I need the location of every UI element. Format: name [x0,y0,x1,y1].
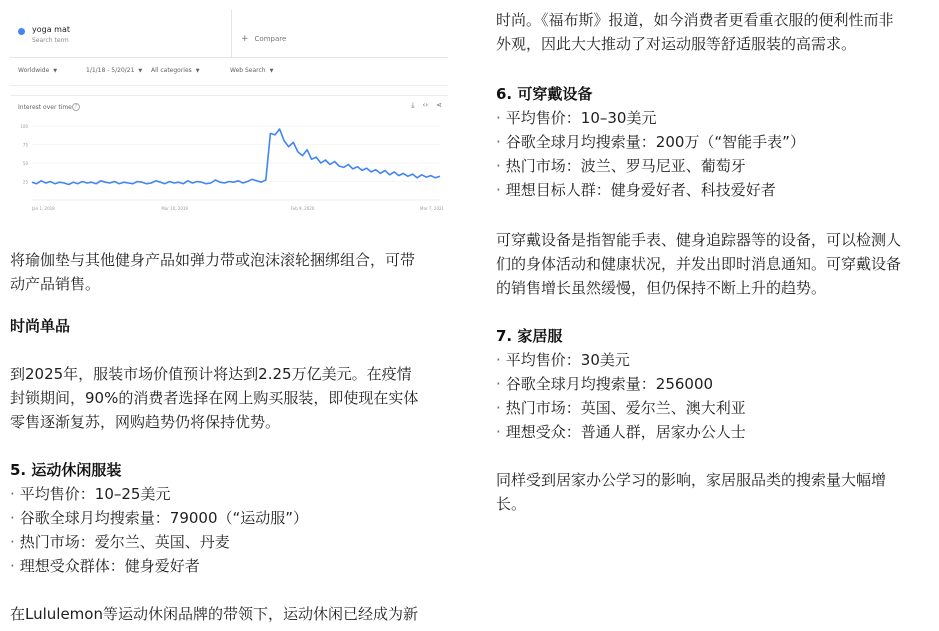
list-item-text: 热门市场：波兰、罗马尼亚、葡萄牙 [505,157,746,175]
caret-down-icon: ▼ [269,68,274,74]
bullet-icon: · [496,133,501,151]
list-item-text: 谷歌全球月均搜索量：200万（“智能手表”） [505,133,805,151]
search-term-type: Search term [32,37,69,44]
list-item-text: 理想目标人群：健身爱好者、科技爱好者 [505,181,776,199]
list-item [496,348,630,372]
list-item-text: 理想受众：普通人群，居家办公人士 [505,423,746,441]
caret-down-icon: ▼ [138,68,143,74]
series-color-dot-icon [18,28,25,35]
filter-region[interactable] [18,67,57,74]
paragraph-apparel-market [10,362,462,434]
text-line: 可穿戴设备是指智能手表、健身追踪器等的设备，可以检测人 [496,231,902,249]
list-item-text: 热门市场：英国、爱尔兰、澳大利亚 [505,399,746,417]
paragraph-athleisure: 在Lululemon等运动休闲品牌的带领下，运动休闲已经成为新 [10,605,418,623]
y-tick-label: 50 [22,161,28,166]
list-item [10,530,230,554]
caret-down-icon: ▼ [195,68,200,74]
bullet-icon: · [496,423,501,441]
search-term-name: yoga mat [32,25,70,34]
bullet-icon: · [496,181,501,199]
filter-date-range[interactable] [86,67,142,74]
help-icon[interactable]: ? [72,103,80,111]
list-item-text: 平均售价：10–30美元 [505,109,657,127]
list-item [496,130,805,154]
filter-category-label: All categories [151,67,192,74]
list-item-text: 热门市场：爱尔兰、英国、丹麦 [19,533,230,551]
bullet-icon: · [10,485,15,503]
list-item-text: 平均售价：30美元 [505,351,630,369]
text-line: 动产品销售。 [10,275,101,293]
paragraph-loungewear [496,468,939,516]
share-icon[interactable]: ⋖ [436,101,442,109]
filter-category[interactable] [151,67,200,74]
text-line: 封锁期间，90%的消费者选择在网上购买服装，即使现在实体 [10,389,419,407]
caret-down-icon: ▼ [53,68,58,74]
paragraph-athleisure-cont [496,8,939,56]
filter-date-label: 1/1/18 - 5/20/21 [86,67,135,74]
list-item [10,482,170,506]
text-line: 零售逐渐复苏，网购趋势仍将保持优势。 [10,413,281,431]
plus-icon: + [241,34,249,44]
heading-fashion: 时尚单品 [10,317,71,335]
y-tick-label: 75 [22,142,28,148]
list-item-text: 平均售价：10–25美元 [19,485,171,503]
bullet-icon: · [496,157,501,175]
compare-label: Compare [254,35,287,43]
filter-region-label: Worldwide [18,67,50,74]
heading-athleisure: 5. 运动休闲服装 [10,461,122,479]
list-item [496,178,776,202]
compare-button[interactable] [241,34,286,44]
bullet-icon: · [10,557,15,575]
x-tick-label: Mar 7, 2021 [420,206,445,211]
filter-search-type-label: Web Search [230,67,266,74]
filters-bar [10,57,448,86]
list-item [496,106,656,130]
bullet-icon: · [496,399,501,417]
interest-line-chart [10,118,448,226]
y-tick-label: 25 [22,179,28,185]
text-line: 到2025年，服装市场价值预计将达到2.25万亿美元。在疫情 [10,365,412,383]
list-item [496,372,713,396]
compare-bar [10,10,448,58]
text-line: 外观，因此大大推动了对运动服等舒适服装的高需求。 [496,35,857,53]
heading-loungewear: 7. 家居服 [496,327,563,345]
list-item [496,154,746,178]
filter-search-type[interactable] [230,67,273,74]
heading-wearables: 6. 可穿戴设备 [496,85,593,103]
bullet-icon: · [496,351,501,369]
bullet-icon: · [496,109,501,127]
bullet-icon: · [496,375,501,393]
paragraph-wearables [496,228,939,300]
embed-code-icon[interactable]: ‹› [422,101,429,109]
text-line: 将瑜伽垫与其他健身产品如弹力带或泡沫滚轮捆绑组合，可带 [10,251,416,269]
bullet-icon: · [10,509,15,527]
text-line: 同样受到居家办公学习的影响，家居服品类的搜索量大幅增 [496,471,887,489]
list-item-text: 谷歌全球月均搜索量：256000 [505,375,714,393]
list-item [10,554,200,578]
text-line: 长。 [496,495,527,513]
text-line: 们的身体活动和健康状况，并发出即时消息通知。可穿戴设备 [496,255,902,273]
y-tick-label: 100 [20,124,28,129]
search-term-card[interactable] [10,10,232,57]
x-tick-label: Mar 10, 2019 [161,206,188,211]
x-tick-label: Jan 1, 2018 [32,206,55,211]
text-line: 的销售增长虽然缓慢，但仍保持不断上升的趋势。 [496,279,827,297]
paragraph-bundle [10,248,462,296]
chart-title: Interest over time [18,104,72,111]
list-item-text: 理想受众群体：健身爱好者 [19,557,200,575]
bullet-icon: · [10,533,15,551]
chart-tools [403,101,442,110]
series-line-yoga-mat [32,129,440,185]
x-tick-label: Feb 9, 2020 [290,206,315,211]
list-item [10,506,308,530]
google-trends-embed [10,10,448,225]
list-item [496,396,746,420]
download-icon[interactable]: ⤓ [411,101,415,109]
interest-chart-card [10,95,448,226]
list-item-text: 谷歌全球月均搜索量：79000（“运动服”） [19,509,309,527]
text-line: 时尚。《福布斯》报道，如今消费者更看重衣服的便利性而非 [496,11,894,29]
list-item [496,420,746,444]
